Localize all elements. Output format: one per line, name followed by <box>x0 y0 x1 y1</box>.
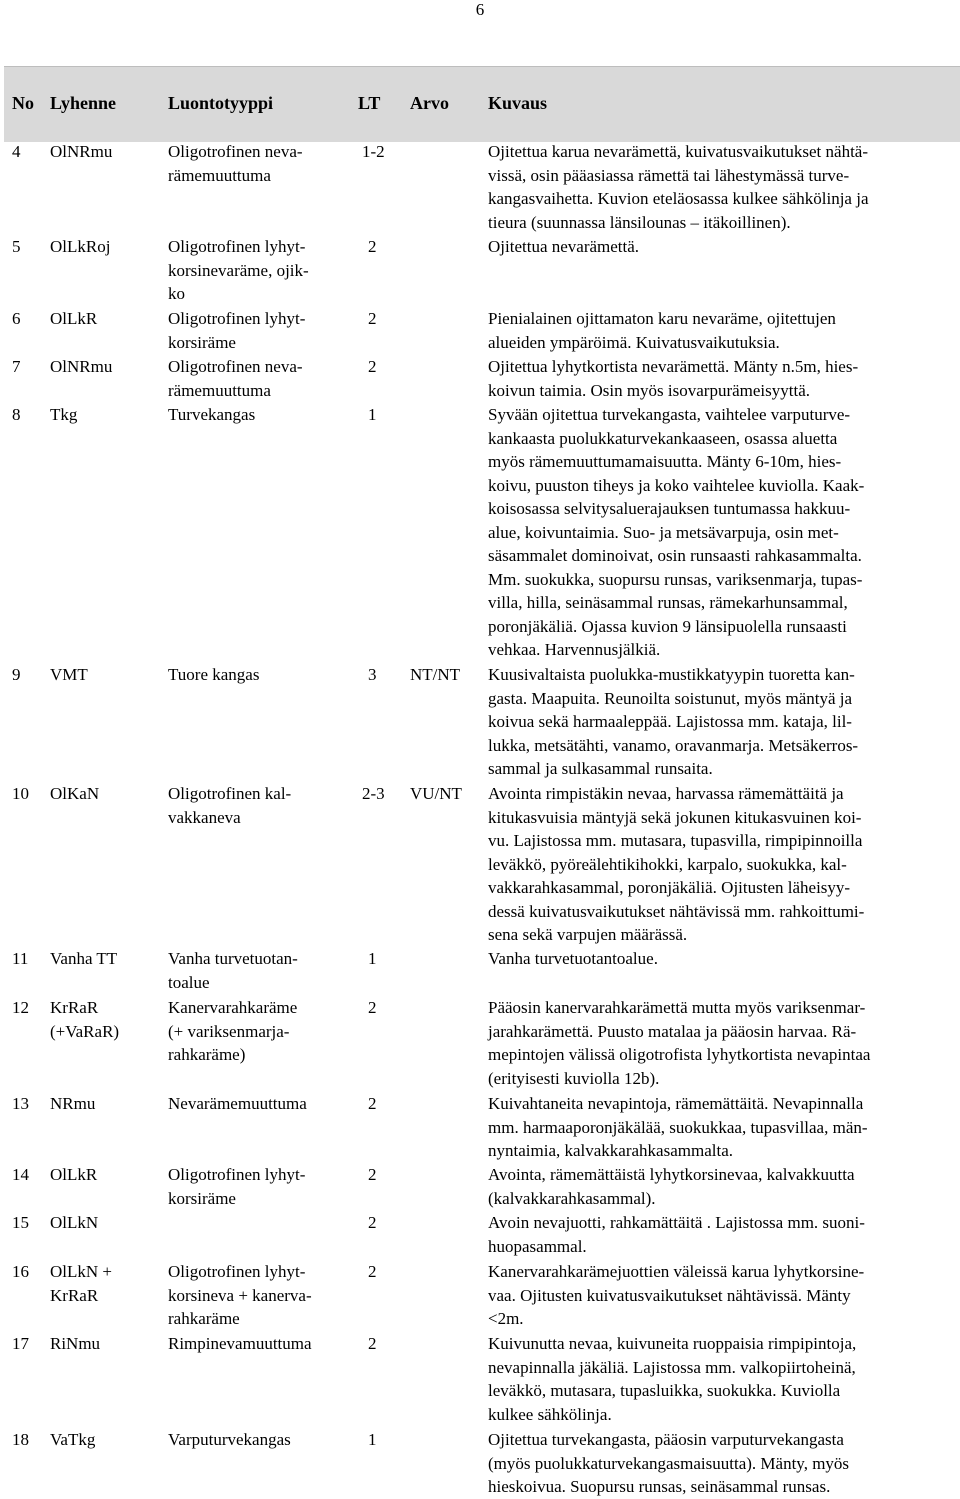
row-abbreviation: VaTkg <box>50 1430 96 1449</box>
header-lt: LT <box>358 93 381 113</box>
row-number: 11 <box>12 949 29 968</box>
row-abbreviation: OlLkN + KrRaR <box>50 1262 112 1305</box>
row-habitat-type: Nevarämemuuttuma <box>168 1094 307 1113</box>
row-lt: 2 <box>368 309 377 328</box>
row-description: Pienialainen ojittamaton karu nevaräme, ojitettujen alueiden ympäröimä. Kuivatusvaikutuksia. <box>488 309 836 352</box>
row-number: 14 <box>12 1165 29 1184</box>
row-number: 7 <box>12 357 21 376</box>
row-description: Kuivunutta nevaa, kuivuneita ruoppaisia rimpipintoja, nevapinnalla jäkäliä. Lajistossa mm. valkopiirtoheinä, leväkkö, mutasara, tupasluikka, suokukka. Kuviolla kulkee sähkölinja. <box>488 1334 857 1424</box>
row-description: Ojitettua lyhytkortista nevarämettä. Mänty n.5m, hies- koivun taimia. Osin myös isovarpurämeisyyttä. <box>488 357 859 400</box>
header-description: Kuvaus <box>488 93 548 113</box>
row-habitat-type: Tuore kangas <box>168 665 260 684</box>
row-lt: 2 <box>368 1213 377 1232</box>
row-value: NT/NT <box>410 665 461 684</box>
header-habitat-type: Luontotyyppi <box>168 93 274 113</box>
row-habitat-type: Oligotrofinen neva- rämemuuttuma <box>168 357 303 400</box>
row-number: 16 <box>12 1262 29 1281</box>
row-lt: 2-3 <box>362 784 385 803</box>
row-description: Avointa rimpistäkin nevaa, harvassa rämemättäitä ja kitukasvuisia mäntyjä sekä jokunen kitukasvuinen koi- vu. Lajistossa mm. mutasara, tupasvilla, rimpipinnoilla leväkkö, pyöreälehtikihokki, karpalo, suokukka, kal- vakkarahkasammal, poronjäkäliä. Ojitusten läheisyy- dessä kuivatusvaikutukset nähtävissä mm. rahkoittumi- sena sekä varpujen määrässä. <box>488 784 865 944</box>
row-number: 17 <box>12 1334 29 1353</box>
row-abbreviation: OlLkRoj <box>50 237 111 256</box>
row-lt: 3 <box>368 665 377 684</box>
row-lt: 1 <box>368 1430 377 1449</box>
row-habitat-type: Oligotrofinen lyhyt- korsineva + kanerva- rahkaräme <box>168 1262 312 1328</box>
row-habitat-type: Oligotrofinen lyhyt- korsiräme <box>168 309 306 352</box>
row-description: Pääosin kanervarahkarämettä mutta myös variksenmar- jarahkarämettä. Puusto matalaa ja pääosin harvaa. Rä- mepintojen välissä oligotrofista lyhytkortista nevapintaa (erityisesti kuviolla 12b). <box>488 998 871 1088</box>
row-habitat-type: Rimpinevamuuttuma <box>168 1334 312 1353</box>
row-number: 4 <box>12 142 21 161</box>
row-lt: 2 <box>368 1334 377 1353</box>
row-number: 18 <box>12 1430 29 1449</box>
row-lt: 1 <box>368 405 377 424</box>
row-number: 8 <box>12 405 21 424</box>
row-habitat-type: Vanha turvetuotan- toalue <box>168 949 298 992</box>
row-description: Kuusivaltaista puolukka-mustikkatyypin tuoretta kan- gasta. Maapuita. Reunoilta soistunut, myös mäntyä ja koivua sekä harmaaleppää. Lajistossa mm. kataja, lil- lukka, metsätähti, vanamo, oravanmarja. Metsäkerros- sammal ja sulkasammal runsaita. <box>488 665 859 778</box>
row-abbreviation: NRmu <box>50 1094 96 1113</box>
row-number: 10 <box>12 784 29 803</box>
row-lt: 1 <box>368 949 377 968</box>
row-abbreviation: KrRaR (+VaRaR) <box>50 998 120 1041</box>
page-number: 6 <box>475 0 485 19</box>
row-description: Avoin nevajuotti, rahkamättäitä . Lajistossa mm. suoni- huopasammal. <box>488 1213 865 1256</box>
row-lt: 1-2 <box>362 142 385 161</box>
row-description: Ojitettua karua nevarämettä, kuivatusvaikutukset nähtä- vissä, osin pääasiassa rämettä tai lähestymässä turve- kangasvaihetta. Kuvion eteläosassa kulkee sähkölinja ja tieura (suunnassa länsilounas – itäkoillinen). <box>488 142 869 232</box>
row-description: Kanervarahkarämejuottien väleissä karua lyhytkorsine- vaa. Ojitusten kuivatusvaikutukset nähtävissä. Mänty <2m. <box>488 1262 865 1328</box>
row-abbreviation: OlLkN <box>50 1213 99 1232</box>
row-abbreviation: VMT <box>50 665 88 684</box>
row-habitat-type: Turvekangas <box>168 405 256 424</box>
row-description: Kuivahtaneita nevapintoja, rämemättäitä. Nevapinnalla mm. harmaaporonjäkälää, suokukkaa, tupasvillaa, män- nyntaimia, kalvakkarahkasammalta. <box>488 1094 868 1160</box>
row-abbreviation: RiNmu <box>50 1334 101 1353</box>
table-header <box>4 66 960 142</box>
row-lt: 2 <box>368 237 377 256</box>
row-lt: 2 <box>368 1094 377 1113</box>
header-abbreviation: Lyhenne <box>50 93 117 113</box>
row-description: Ojitettua nevarämettä. <box>488 237 640 256</box>
row-number: 5 <box>12 237 21 256</box>
header-no: No <box>12 93 34 113</box>
row-lt: 2 <box>368 1165 377 1184</box>
row-habitat-type: Varputurvekangas <box>168 1430 291 1449</box>
row-description: Syvään ojitettua turvekangasta, vaihtelee varputurve- kankaasta puolukkaturvekankaaseen, osassa aluetta myös rämemuuttumamaisuutta. Mänty 6-10m, hies- koivu, puuston tiheys ja koko vaihtelee kuviolla. Kaak- koisosassa selvitysaluerajauksen tuntumassa hakkuu- alue, koivuntaimia. Suo- ja metsävarpuja, osin met- säsammalet dominoivat, osin runsaasti rahkasammalta. Mm. suokukka, suopursu runsas, variksenmarja, tupas- villa, hilla, seinäsammal runsas, rämekarhunsammal, poronjäkäliä. Ojassa kuvion 9 länsipuolella runsaasti vehkaa. Harvennusjälkiä. <box>488 405 865 659</box>
row-abbreviation: Tkg <box>50 405 78 424</box>
row-abbreviation: Vanha TT <box>50 949 118 968</box>
header-value: Arvo <box>410 93 449 113</box>
row-number: 15 <box>12 1213 29 1232</box>
row-lt: 2 <box>368 998 377 1017</box>
row-abbreviation: OlLkR <box>50 1165 98 1184</box>
row-habitat-type: Oligotrofinen lyhyt- korsiräme <box>168 1165 306 1208</box>
row-habitat-type: Oligotrofinen neva- rämemuuttuma <box>168 142 303 185</box>
row-habitat-type: Oligotrofinen kal- vakkaneva <box>168 784 292 827</box>
row-abbreviation: OlKaN <box>50 784 100 803</box>
row-abbreviation: OlNRmu <box>50 142 113 161</box>
row-description: Ojitettua turvekangasta, pääosin varputurvekangasta (myös puolukkaturvekangasmaisuutta). Mänty, myös hieskoivua. Suopursu runsas, seinäsammal runsas. <box>488 1430 850 1496</box>
row-number: 6 <box>12 309 21 328</box>
row-number: 13 <box>12 1094 29 1113</box>
row-description: Vanha turvetuotantoalue. <box>488 949 658 968</box>
row-number: 9 <box>12 665 21 684</box>
row-lt: 2 <box>368 1262 377 1281</box>
row-lt: 2 <box>368 357 377 376</box>
row-number: 12 <box>12 998 29 1017</box>
row-habitat-type: Kanervarahkaräme (+ variksenmarja- rahkaräme) <box>168 998 298 1064</box>
row-habitat-type: Oligotrofinen lyhyt- korsinevaräme, ojik- ko <box>168 237 309 303</box>
row-abbreviation: OlNRmu <box>50 357 113 376</box>
row-value: VU/NT <box>410 784 462 803</box>
row-abbreviation: OlLkR <box>50 309 98 328</box>
row-description: Avointa, rämemättäistä lyhytkorsinevaa, kalvakkuutta (kalvakkarahkasammal). <box>488 1165 855 1208</box>
